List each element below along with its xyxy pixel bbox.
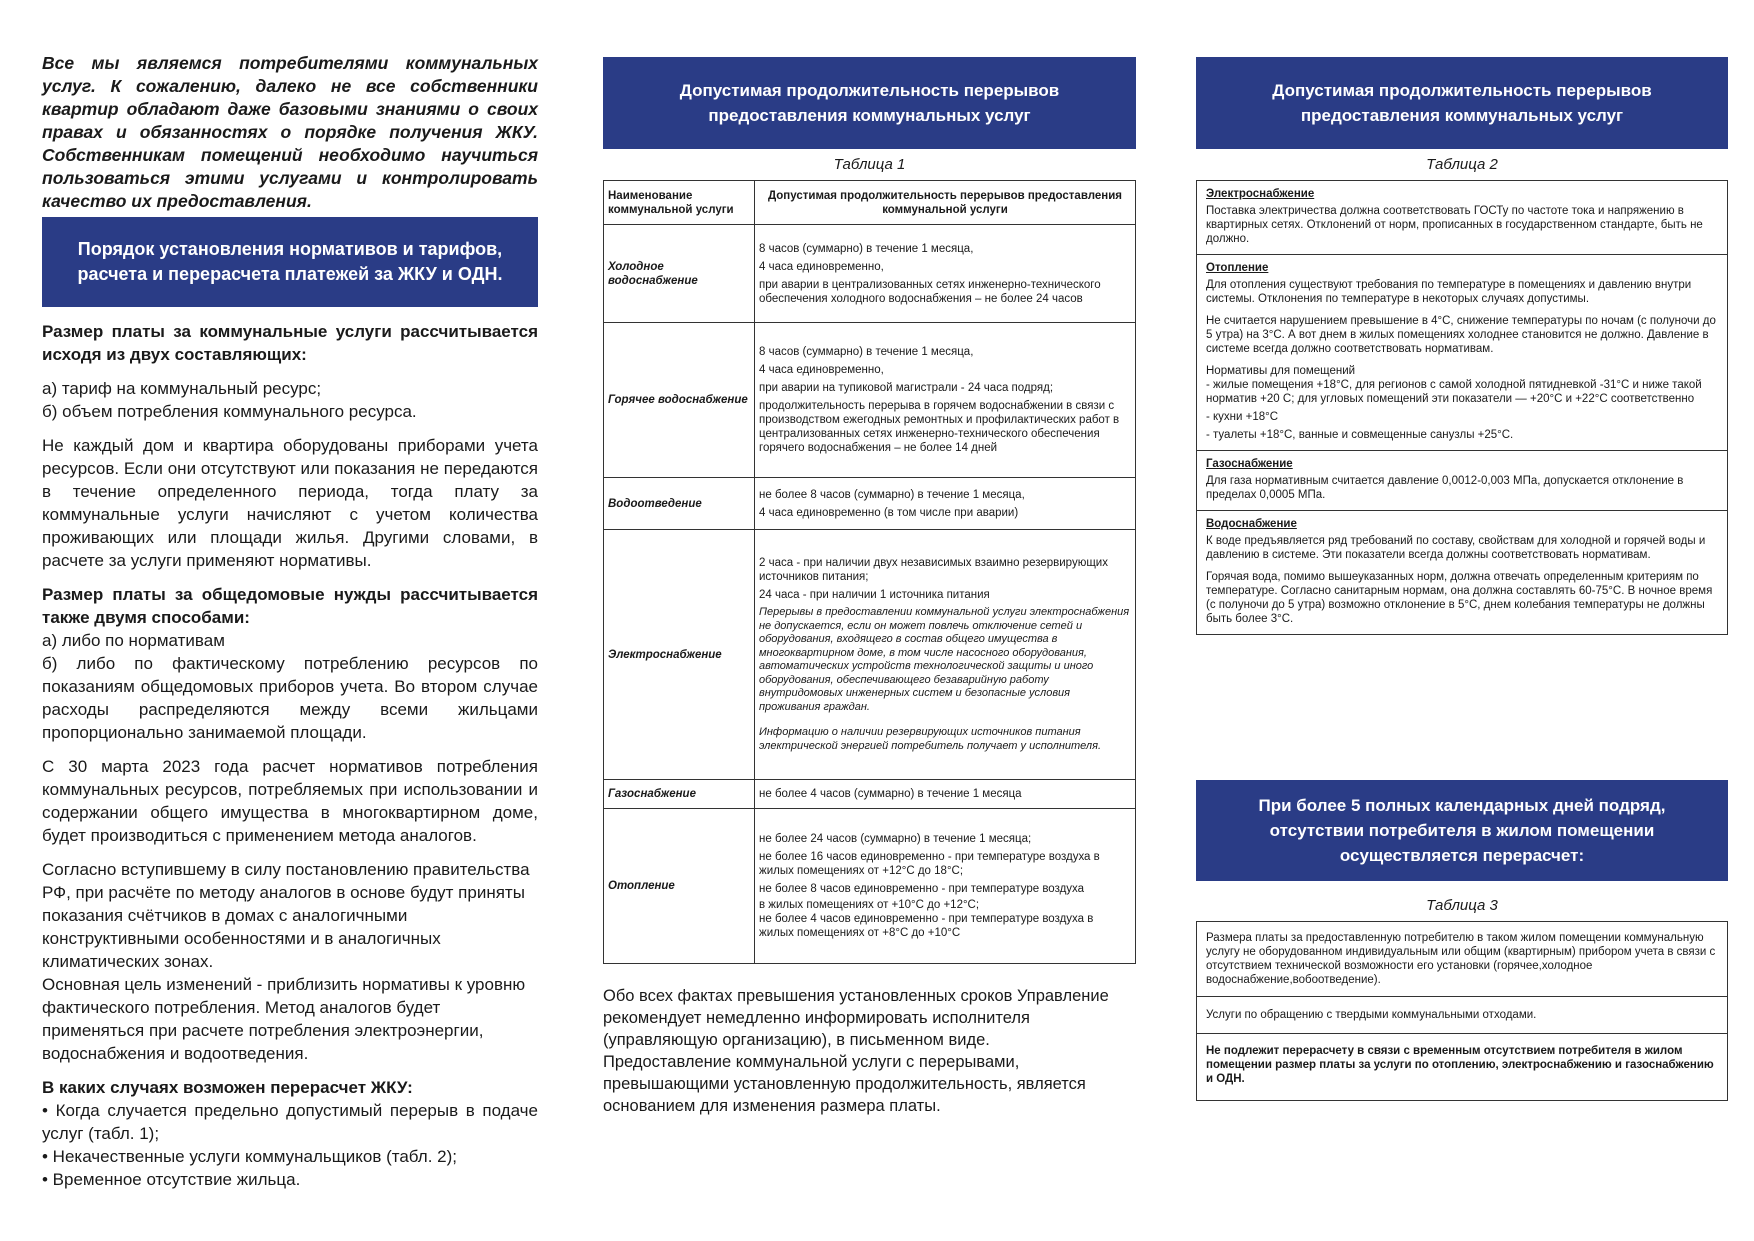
table-quality bbox=[1196, 180, 1728, 635]
section-title-electricity: Электроснабжение bbox=[1206, 188, 1315, 200]
heating-line: не более 8 часов единовременно - при температуре воздуха bbox=[759, 883, 1085, 895]
header-service-name: Наименование коммунальной услуги bbox=[604, 181, 755, 225]
table-header-row bbox=[604, 181, 1136, 225]
bullet-interruption: • Когда случается предельно допустимый перерыв в подаче услуг (табл. 1); bbox=[42, 1101, 538, 1143]
table-row bbox=[604, 780, 1136, 809]
note-text bbox=[603, 985, 1136, 1117]
row-name-cold-water: Холодное водоснабжение bbox=[604, 225, 755, 323]
row-value-gas bbox=[755, 780, 1136, 809]
hot-water-line: 8 часов (суммарно) в течение 1 месяца, bbox=[759, 346, 974, 358]
hot-water-line: 4 часа единовременно, bbox=[759, 364, 884, 376]
cold-water-line: 8 часов (суммарно) в течение 1 месяца, bbox=[759, 242, 974, 255]
bullet-absence: • Временное отсутствие жильца. bbox=[42, 1170, 301, 1189]
banner-interruptions bbox=[603, 57, 1136, 149]
gas-line: не более 4 часов (суммарно) в течение 1 месяца bbox=[759, 788, 1022, 800]
section-water bbox=[1197, 510, 1727, 634]
section-title-water: Водоснабжение bbox=[1206, 518, 1297, 530]
list-item-a: а) тариф на коммунальный ресурс; bbox=[42, 379, 322, 398]
electricity-line: 2 часа - при наличии двух независимых взаимно резервирующих источников питания; bbox=[759, 557, 1108, 583]
section-gas bbox=[1197, 450, 1727, 510]
heading-odn: Размер платы за общедомовые нужды рассчитывается также двумя способами: bbox=[42, 585, 538, 627]
table-row bbox=[604, 225, 1136, 323]
paragraph-goal: Основная цель изменений - приблизить нормативы к уровню фактического потребления. Метод аналогов будет применяться при расчете потребления электроэнергии, водоснабжения и водоотведения. bbox=[42, 975, 526, 1063]
heating-line: не более 16 часов единовременно - при температуре воздуха в жилых помещениях от +12°С до 18°С; bbox=[759, 851, 1100, 877]
row-name-gas: Газоснабжение bbox=[604, 780, 755, 809]
tariffs-text bbox=[42, 320, 538, 1191]
section-heating bbox=[1197, 254, 1727, 450]
list-item-b: б) объем потребления коммунального ресурса. bbox=[42, 402, 417, 421]
heating-norms-title: Нормативы для помещений bbox=[1206, 365, 1356, 377]
paragraph-meters: Не каждый дом и квартира оборудованы приборами учета ресурсов. Если они отсутствуют или показания не передаются в течение определенного периода, тогда плату за коммунальные услуги начисляют с учетом количества проживающих или площади жилья. Другими словами, в расчете за услуги применяют нормативы. bbox=[42, 436, 538, 570]
banner-interruptions-line1: Допустимая продолжительность перерывов bbox=[679, 81, 1060, 100]
row-name-heating: Отопление bbox=[604, 809, 755, 964]
section-electricity bbox=[1197, 181, 1727, 254]
heating-line: не более 4 часов единовременно - при температуре воздуха в жилых помещениях от +8°С до +10°С bbox=[759, 913, 1094, 939]
heating-text: Для отопления существуют требования по температуре в помещениях и давлению внутри системы. Отклонения по температуре в некоторых случаях допустимы. bbox=[1206, 279, 1692, 305]
row-value-drainage bbox=[755, 478, 1136, 530]
table-row bbox=[604, 809, 1136, 964]
row-value-cold-water bbox=[755, 225, 1136, 323]
table-interruptions bbox=[603, 180, 1136, 964]
cold-water-line: при аварии в централизованных сетях инженерно-технического обеспечения холодного водоснабжения – не более 24 часов bbox=[759, 278, 1101, 305]
recalc-row-waste: Услуги по обращению с твердыми коммунальными отходами. bbox=[1197, 996, 1727, 1033]
row-value-heating bbox=[755, 809, 1136, 964]
heating-text: Не считается нарушением превышение в 4°С, снижение температуры по ночам (с полуночи до 5 утра) на 3°С. А вот днем в жилых помещениях холоднее становится не должно. Давление в системе всегда должно соответствовать нормативам. bbox=[1206, 315, 1716, 355]
electricity-line: 24 часа - при наличии 1 источника питания bbox=[759, 589, 990, 601]
banner-recalc-line1: При более 5 полных календарных дней подряд, bbox=[1258, 796, 1666, 815]
note-payment-change: Предоставление коммунальной услуги с перерывами, превышающими установленную продолжительность, является основанием для изменения размера платы. bbox=[603, 1053, 1086, 1115]
heading-recalc-cases: В каких случаях возможен перерасчет ЖКУ: bbox=[42, 1078, 413, 1097]
heating-norm-kitchen: - кухни +18°С bbox=[1206, 411, 1279, 423]
hot-water-line: продолжительность перерыва в горячем водоснабжении в связи с производством ежегодных ремонтных и профилактических работ в централизованных сетях инженерно-технического обеспечения горячего водоснабжения – не более 14 дней bbox=[759, 400, 1120, 454]
heading-payment-components: Размер платы за коммунальные услуги рассчитывается исходя из двух составляющих: bbox=[42, 322, 538, 364]
gas-text: Для газа нормативным считается давление 0,0012-0,003 МПа, допускается отклонение в пределах 0,0005 МПа. bbox=[1206, 475, 1684, 501]
row-name-electricity: Электроснабжение bbox=[604, 530, 755, 780]
note-inform: Обо всех фактах превышения установленных сроков Управление рекомендует немедленно информировать исполнителя (управляющую организацию), в письменном виде. bbox=[603, 987, 1109, 1049]
row-name-drainage: Водоотведение bbox=[604, 478, 755, 530]
recalc-row-no-meter: Размера платы за предоставленную потребителю в таком жилом помещении коммунальную услугу не оборудованном индивидуальным или общим (квартирным) прибором учета в связи с отсутствием технической возможности его установки (горячее,холодное водоснабжение,вобоотведение). bbox=[1206, 932, 1716, 986]
banner-recalc-line2: отсутствии потребителя в жилом помещении bbox=[1269, 821, 1655, 840]
banner-interruptions-line2: предоставления коммунальных услуг bbox=[708, 106, 1031, 125]
banner-quality-line2: предоставления коммунальных услуг bbox=[1300, 106, 1624, 125]
drainage-line: не более 8 часов (суммарно) в течение 1 месяца, bbox=[759, 488, 1025, 501]
banner-tariffs bbox=[42, 217, 538, 307]
water-text: Горячая вода, помимо вышеуказанных норм, должна отвечать определенным критериям по температуре. Согласно санитарным нормам, она должна составлять 60-75°С. В ночное время (с полуночи до 5 утра) возможно отклонение в 5°С, днем колебания температуры не должны быть более 3°С. bbox=[1206, 571, 1713, 625]
list-item-a2: а) либо по нормативам bbox=[42, 631, 225, 650]
recalc-row-exclusions: Не подлежит перерасчету в связи с временным отсутствием потребителя в жилом помещении размер платы за услуги по отоплению, электроснабжению и газоснабжению и ОДН. bbox=[1197, 1033, 1727, 1100]
electricity-note: Информацию о наличии резервирующих источников питания электрической энергией потребитель получает у исполнителя. bbox=[759, 726, 1102, 752]
intro-text: Все мы являемся потребителями коммунальных услуг. К сожалению, далеко не все собственники квартир обладают даже базовыми знаниями о своих правах и обязанностях о порядке получения ЖКУ. Собственникам помещений необходимо научиться пользоваться этими услугами и контролировать качество их предоставления. bbox=[42, 53, 538, 211]
paragraph-analog-method: Согласно вступившему в силу постановлению правительства РФ, при расчёте по методу аналогов в основе будут приняты показания счётчиков в домах с аналогичными конструктивными особенностями и в аналогичных климатических зонах. bbox=[42, 860, 530, 971]
cold-water-line: 4 часа единовременно, bbox=[759, 260, 884, 273]
electricity-text: Поставка электричества должна соответствовать ГОСТу по частоте тока и напряжению в квартирных сетях. Отклонений от норм, прописанных в государственном стандарте, быть не должно. bbox=[1206, 205, 1703, 245]
section-title-gas: Газоснабжение bbox=[1206, 458, 1293, 470]
header-duration: Допустимая продолжительность перерывов предоставления коммунальной услуги bbox=[755, 181, 1136, 225]
banner-recalculation bbox=[1196, 780, 1728, 881]
banner-quality bbox=[1196, 57, 1728, 149]
row-value-hot-water bbox=[755, 323, 1136, 478]
table-recalculation bbox=[1196, 921, 1728, 1101]
banner-tariffs-line1: Порядок установления нормативов и тарифов, bbox=[77, 239, 503, 259]
bullet-poor-quality: • Некачественные услуги коммунальщиков (табл. 2); bbox=[42, 1147, 457, 1166]
table-row bbox=[604, 323, 1136, 478]
hot-water-line: при аварии на тупиковой магистрали - 24 часа подряд; bbox=[759, 382, 1054, 394]
heating-line: в жилых помещениях от +10°С до +12°С; bbox=[759, 899, 980, 911]
row-value-electricity bbox=[755, 530, 1136, 780]
banner-quality-line1: Допустимая продолжительность перерывов bbox=[1272, 81, 1652, 100]
paragraph-march-2023: С 30 марта 2023 года расчет нормативов потребления коммунальных ресурсов, потребляемых при использовании и содержании общего имущества в многоквартирном доме, будет производиться с применением метода аналогов. bbox=[42, 757, 538, 845]
heating-line: не более 24 часов (суммарно) в течение 1 месяца; bbox=[759, 833, 1032, 845]
row-name-hot-water: Горячее водоснабжение bbox=[604, 323, 755, 478]
list-item-b2: б) либо по фактическому потреблению ресурсов по показаниям общедомовых приборов учета. Во втором случае расходы распределяются между всеми жильцами пропорционально занимаемой площади. bbox=[42, 654, 538, 742]
banner-tariffs-line2: расчета и перерасчета платежей за ЖКУ и ОДН. bbox=[77, 264, 503, 284]
section-title-heating: Отопление bbox=[1206, 262, 1269, 274]
table2-caption: Таблица 2 bbox=[1426, 156, 1498, 173]
table1-caption: Таблица 1 bbox=[833, 156, 906, 173]
drainage-line: 4 часа единовременно (в том числе при аварии) bbox=[759, 506, 1019, 519]
table-row bbox=[604, 530, 1136, 780]
table3-caption: Таблица 3 bbox=[1426, 897, 1498, 914]
heating-norm-living: - жилые помещения +18°С, для регионов с самой холодной пятидневкой -31°С и ниже такой норматив +20 С; для угловых помещений эти показатели — +20°С и +22°С соответственно bbox=[1206, 379, 1702, 405]
heating-norm-bathroom: - туалеты +18°С, ванные и совмещенные санузлы +25°С. bbox=[1206, 429, 1514, 441]
electricity-note: Перерывы в предоставлении коммунальной услуги электроснабжения не допускается, если он может повлечь отключение сетей и оборудования, входящего в состав общего имущества в многоквартирном доме, в том числе насосного оборудования, автоматических устройств технологической защиты и иного оборудования, обеспечивающего безаварийную работу внутридомовых инженерных систем и безопасные условия проживания граждан. bbox=[759, 606, 1130, 713]
water-text: К воде предъявляется ряд требований по составу, свойствам для холодной и горячей воды и давлению в системе. Эти показатели всегда должны соответствовать нормативам. bbox=[1206, 535, 1706, 561]
banner-recalc-line3: осуществляется перерасчет: bbox=[1339, 846, 1585, 865]
table-row bbox=[604, 478, 1136, 530]
